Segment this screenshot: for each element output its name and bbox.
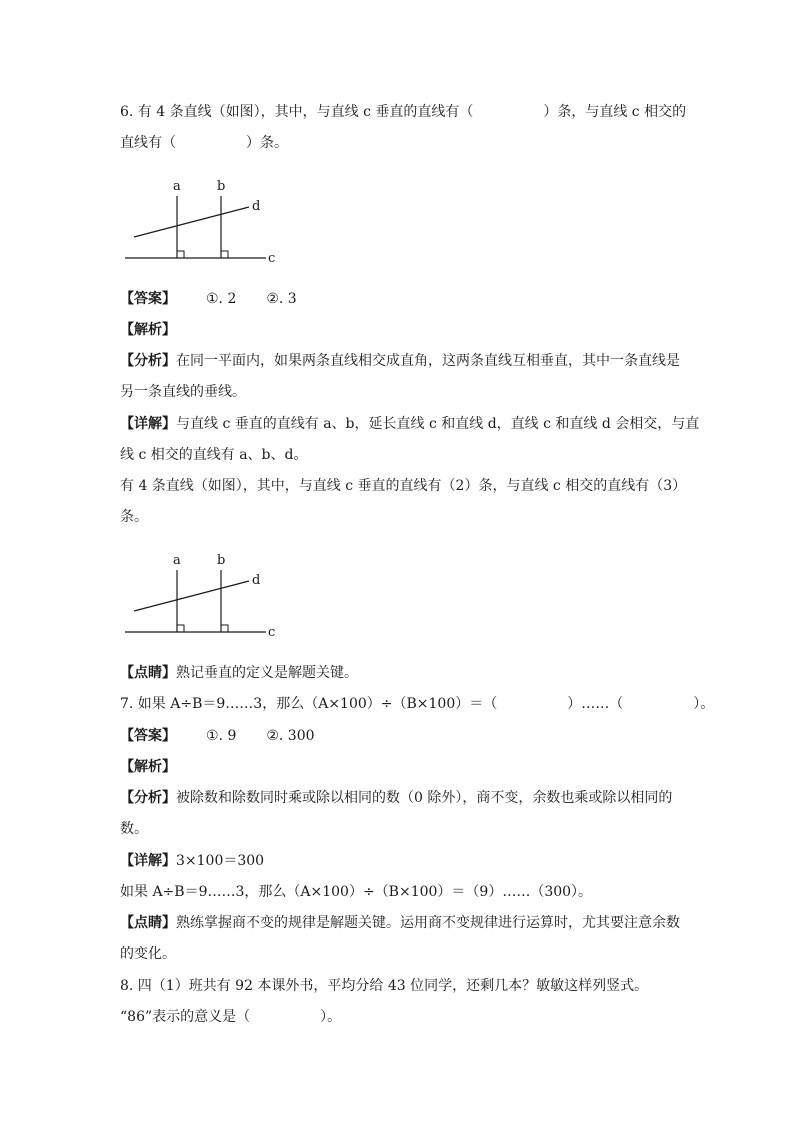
label-c: c bbox=[268, 251, 276, 266]
label-a: a bbox=[173, 553, 181, 568]
analysis-tag: 【解析】 bbox=[120, 322, 176, 338]
label-b: b bbox=[217, 179, 226, 194]
question-6-fenxi-2: 另一条直线的垂线。 bbox=[120, 384, 246, 400]
label-d: d bbox=[252, 199, 261, 214]
question-6-line-1: 6. 有 4 条直线（如图），其中，与直线 c 垂直的直线有（ ）条，与直线 c 相交的 bbox=[120, 104, 687, 120]
dianjing-text: 熟练掌握商不变的规律是解题关键。运用商不变规律进行运算时，尤其要注意余数 bbox=[176, 915, 680, 931]
analysis-tag: 【解析】 bbox=[120, 759, 176, 775]
question-7-dianjing-2: 的变化。 bbox=[120, 946, 176, 962]
right-angle-mark-b bbox=[221, 625, 228, 632]
label-b: b bbox=[217, 553, 226, 568]
question-7-line-1: 7. 如果 A÷B＝9……3，那么（A×100）÷（B×100）＝（ ）……（ ）。 bbox=[120, 696, 715, 712]
label-a: a bbox=[173, 179, 181, 194]
question-7-restate: 如果 A÷B＝9……3，那么（A×100）÷（B×100）＝（9）……（300）。 bbox=[120, 884, 593, 900]
question-6-restate-2: 条。 bbox=[120, 509, 148, 525]
answer-tag: 【答案】 bbox=[120, 728, 176, 744]
question-6-answer-row bbox=[120, 289, 680, 309]
dianjing-text: 熟记垂直的定义是解题关键。 bbox=[176, 665, 358, 681]
question-7-answer-row bbox=[120, 726, 680, 746]
perpendicular-lines-figure-2 bbox=[118, 550, 278, 642]
answer-2: ②. 300 bbox=[266, 728, 315, 744]
fenxi-text: 被除数和除数同时乘或除以相同的数（0 除外），商不变，余数也乘或除以相同的 bbox=[176, 790, 673, 806]
label-c: c bbox=[268, 625, 276, 640]
question-7-fenxi-2: 数。 bbox=[120, 821, 148, 837]
question-7-xiangjie bbox=[120, 851, 680, 871]
question-6-xiangjie-2: 线 c 相交的直线有 a、b、d。 bbox=[120, 447, 308, 463]
xiangjie-tag: 【详解】 bbox=[120, 853, 176, 869]
question-8-line-1: 8. 四（1）班共有 92 本课外书，平均分给 43 位同学，还剩几本？敏敏这样列竖式。 bbox=[120, 978, 649, 994]
question-6-dianjing bbox=[120, 663, 680, 683]
answer-2: ②. 3 bbox=[266, 291, 297, 307]
xiangjie-text: 与直线 c 垂直的直线有 a、b，延长直线 c 和直线 d，直线 c 和直线 d 会相交，与直 bbox=[176, 416, 700, 432]
line-d bbox=[134, 207, 249, 237]
right-angle-mark-a bbox=[177, 625, 184, 632]
dianjing-tag: 【点睛】 bbox=[120, 915, 176, 931]
question-6-restate-1: 有 4 条直线（如图），其中，与直线 c 垂直的直线有（2）条，与直线 c 相交的直线有（3） bbox=[120, 478, 687, 494]
xiangjie-text: 3×100＝300 bbox=[176, 853, 265, 869]
fenxi-text: 在同一平面内，如果两条直线相交成直角，这两条直线互相垂直，其中一条直线是 bbox=[176, 353, 680, 369]
right-angle-mark-a bbox=[177, 251, 184, 258]
fenxi-tag: 【分析】 bbox=[120, 353, 176, 369]
answer-1: ①. 2 bbox=[206, 291, 237, 307]
question-6-xiangjie-1 bbox=[120, 414, 700, 434]
question-8-line-2: “86”表示的意义是（ ）。 bbox=[120, 1009, 342, 1025]
fenxi-tag: 【分析】 bbox=[120, 790, 176, 806]
answer-tag: 【答案】 bbox=[120, 291, 176, 307]
question-6-line-2: 直线有（ ）条。 bbox=[120, 135, 288, 151]
line-d bbox=[134, 581, 249, 611]
answer-1: ①. 9 bbox=[206, 728, 237, 744]
question-6-fenxi-1 bbox=[120, 351, 680, 371]
question-7-dianjing-1 bbox=[120, 913, 680, 933]
xiangjie-tag: 【详解】 bbox=[120, 416, 176, 432]
dianjing-tag: 【点睛】 bbox=[120, 665, 176, 681]
question-7-fenxi-1 bbox=[120, 788, 680, 808]
perpendicular-lines-figure-1 bbox=[118, 176, 278, 268]
label-d: d bbox=[252, 573, 261, 588]
right-angle-mark-b bbox=[221, 251, 228, 258]
